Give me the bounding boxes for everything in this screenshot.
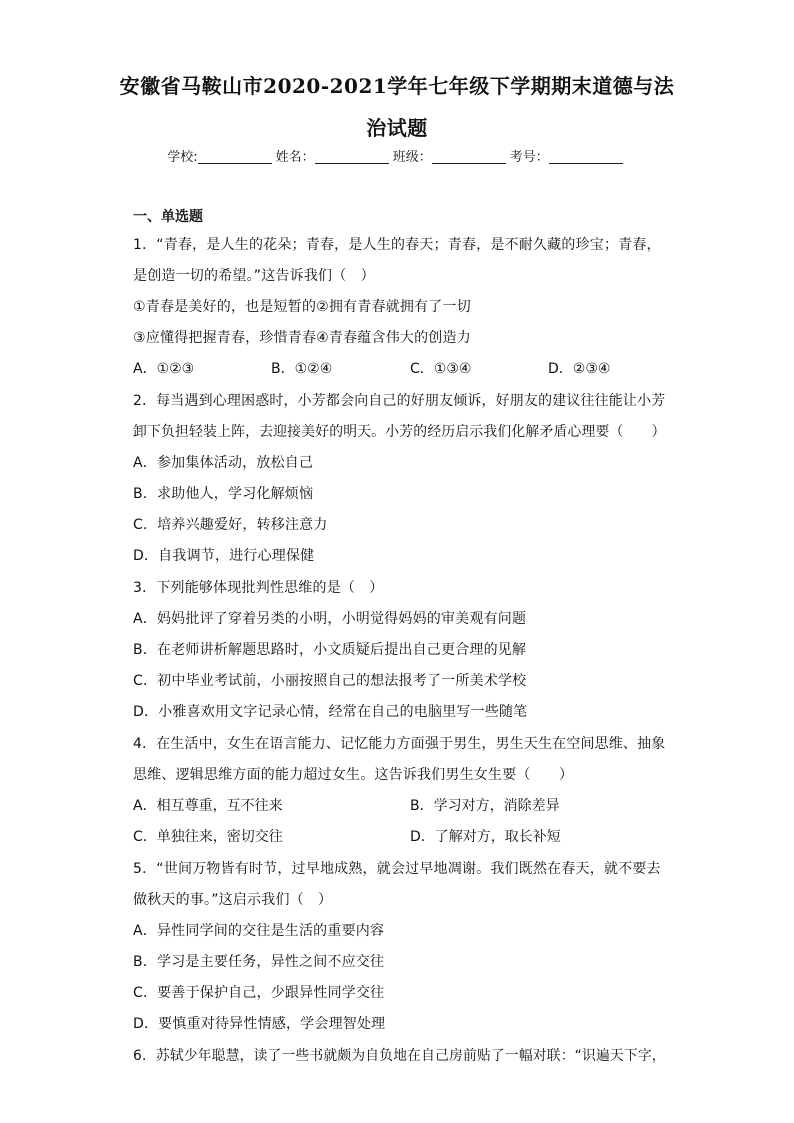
page-title-continued: 治试题: [366, 116, 428, 140]
section-heading: 一、单选题: [133, 209, 203, 225]
number-label: 考号：: [509, 150, 549, 165]
number-blank: [549, 149, 623, 164]
question-5-option-a: A．异性同学间的交往是生活的重要内容: [133, 923, 385, 939]
class-label: 班级：: [392, 150, 432, 165]
question-2-option-d: D．自我调节，进行心理保健: [133, 548, 315, 564]
question-3-option-b: B．在老师讲析解题思路时，小文质疑后提出自己更合理的见解: [133, 642, 527, 658]
question-2-option-b: B．求助他人，学习化解烦恼: [133, 486, 314, 502]
question-1-option-c: C．①③④: [410, 361, 472, 377]
question-5-option-c: C．要善于保护自己，少跟异性同学交往: [133, 985, 385, 1001]
school-label: 学校:: [167, 150, 198, 165]
question-2-text: 2．每当遇到心理困惑时，小芳都会向自己的好朋友倾诉，好朋友的建议往往能让小芳: [133, 393, 666, 409]
question-6-text: 6．苏轼少年聪慧，读了一些书就颇为自负地在自己房前贴了一幅对联：“识遍天下字，: [133, 1048, 666, 1064]
question-1-option-a: A．①②③: [133, 361, 195, 377]
question-3-option-d: D．小雅喜欢用文字记录心情，经常在自己的电脑里写一些随笔: [133, 704, 528, 720]
school-blank: [198, 149, 272, 164]
question-3-option-a: A．妈妈批评了穿着另类的小明，小明觉得妈妈的审美观有问题: [133, 611, 527, 627]
question-4-option-d: D．了解对方，取长补短: [410, 829, 561, 845]
class-blank: [432, 149, 506, 164]
question-4-text-cont: 思维、逻辑思维方面的能力超过女生。这告诉我们男生女生要（ ）: [133, 767, 574, 783]
question-5-option-d: D．要慎重对待异性情感，学会理智处理: [133, 1016, 386, 1032]
question-1-statement-a: ①青春是美好的，也是短暂的②拥有青春就拥有了一切: [133, 299, 471, 315]
question-1-text-cont: 是创造一切的希望。”这告诉我们（ ）: [133, 268, 375, 284]
name-label: 姓名：: [275, 150, 315, 165]
question-3-option-c: C．初中毕业考试前，小丽按照自己的想法报考了一所美术学校: [133, 673, 527, 689]
question-1-option-b: B．①②④: [271, 361, 333, 377]
question-4-text: 4．在生活中，女生在语言能力、记忆能力方面强于男生，男生天生在空间思维、抽象: [133, 736, 666, 752]
question-1-statement-b: ③应懂得把握青春，珍惜青春④青春蕴含伟大的创造力: [133, 330, 471, 346]
student-info-row: [0, 146, 794, 165]
question-1-option-d: D．②③④: [548, 361, 611, 377]
question-1-text: 1．“青春，是人生的花朵；青春，是人生的春天；青春，是不耐久藏的珍宝；青春，: [133, 237, 661, 253]
question-3-text: 3．下列能够体现批判性思维的是（ ）: [133, 580, 384, 596]
question-5-text: 5．“世间万物皆有时节，过早地成熟，就会过早地凋谢。我们既然在春天，就不要去: [133, 861, 661, 877]
question-4-option-c: C．单独往来，密切交往: [133, 829, 283, 845]
name-blank: [315, 149, 389, 164]
question-5-text-cont: 做秋天的事。”这启示我们（ ）: [133, 892, 333, 908]
page-title: 安徽省马鞍山市2020-2021学年七年级下学期期末道德与法: [119, 74, 675, 98]
question-2-option-a: A．参加集体活动，放松自己: [133, 455, 314, 471]
question-2-text-cont: 卸下负担轻装上阵，去迎接美好的明天。小芳的经历启示我们化解矛盾心理要（ ）: [133, 424, 666, 440]
question-4-option-b: B．学习对方，消除差异: [410, 798, 560, 814]
question-4-option-a: A．相互尊重，互不往来: [133, 798, 283, 814]
question-5-option-b: B．学习是主要任务，异性之间不应交往: [133, 954, 385, 970]
question-2-option-c: C．培养兴趣爱好，转移注意力: [133, 517, 328, 533]
